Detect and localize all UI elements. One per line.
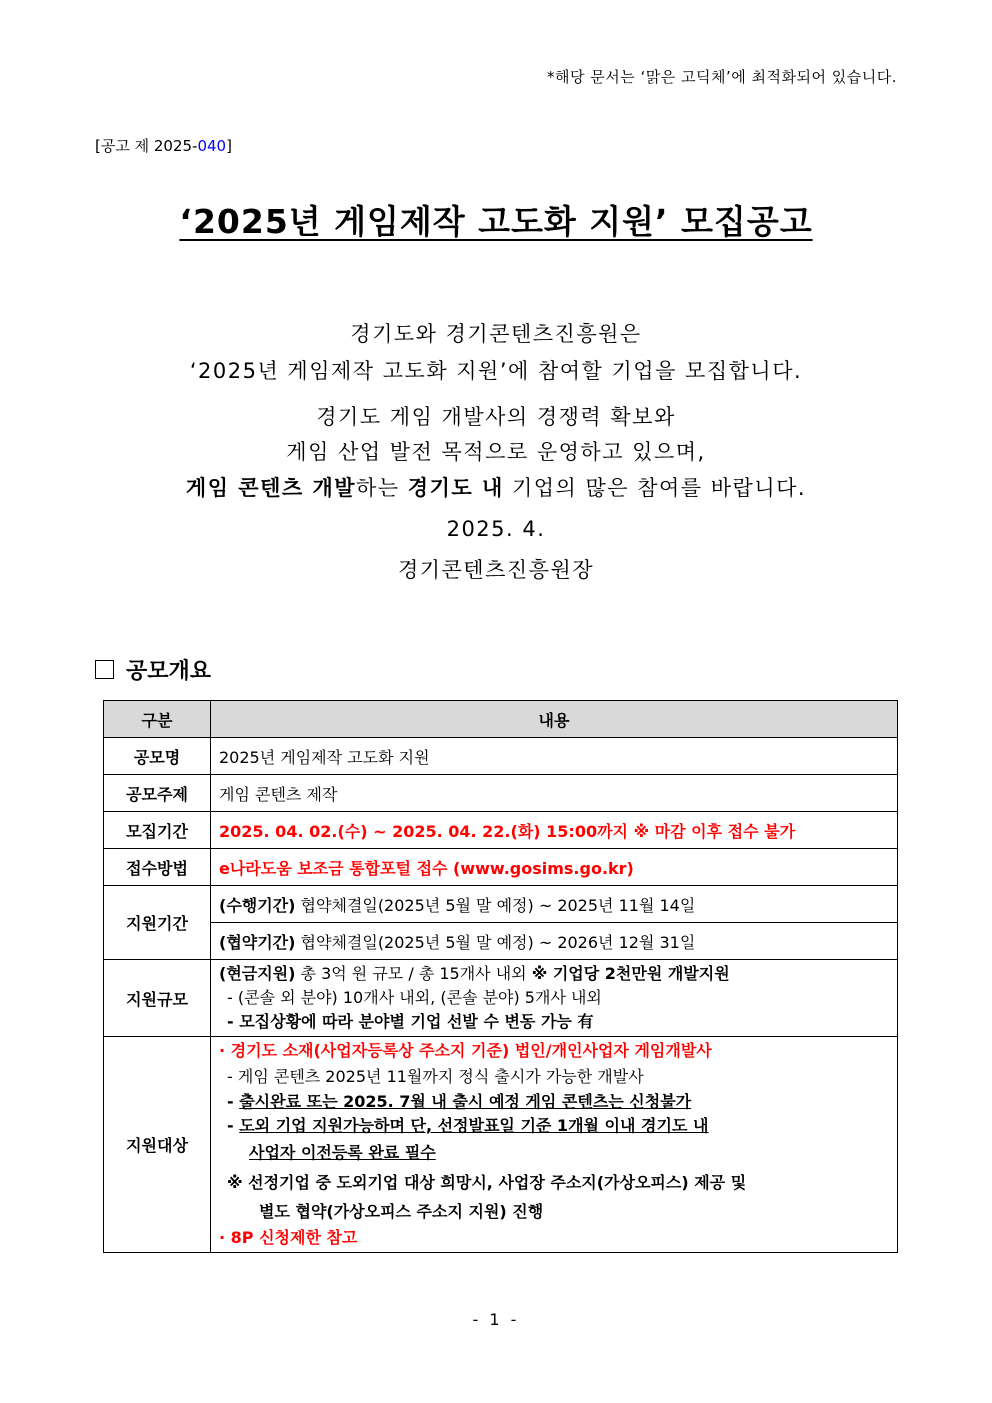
table-row xyxy=(104,775,898,812)
scale-line-3: - 모집상황에 따라 분야별 기업 선발 수 변동 가능 有 xyxy=(227,1012,594,1031)
intro-line-2: ‘2025년 게임제작 고도화 지원’에 참여할 기업을 모집합니다. xyxy=(189,359,803,383)
intro-text-2: 기업의 많은 참여를 바랍니다. xyxy=(503,476,807,500)
row-value: 2025. 04. 02.(수) ~ 2025. 04. 22.(화) 15:00까지 ※ 마감 이후 접수 불가 xyxy=(211,812,898,849)
notice-prefix: [공고 제 2025- xyxy=(95,137,198,155)
table-row xyxy=(104,886,898,923)
header-content: 내용 xyxy=(211,701,898,738)
row-label: 접수방법 xyxy=(104,849,211,886)
table-row xyxy=(104,738,898,775)
row-label: 공모명 xyxy=(104,738,211,775)
row-value: 2025년 게임제작 고도화 지원 xyxy=(211,738,898,775)
font-note: *해당 문서는 ‘맑은 고딕체’에 최적화되어 있습니다. xyxy=(547,68,897,86)
intro-line-5 xyxy=(0,472,992,502)
row-label: 지원대상 xyxy=(104,1037,211,1253)
header-category: 구분 xyxy=(104,701,211,738)
intro-text-1: 하는 xyxy=(356,476,408,500)
intro-bold-gyeonggi: 경기도 내 xyxy=(407,476,504,500)
row-value xyxy=(211,923,898,960)
intro-bold-game-content: 게임 콘텐츠 개발 xyxy=(185,476,357,500)
target-line-7: 별도 협약(가상오피스 주소지 지원) 진행 xyxy=(259,1202,544,1221)
intro-line-1: 경기도와 경기콘텐츠진흥원은 xyxy=(350,322,642,346)
dash: - xyxy=(227,1092,240,1111)
target-mid: 하며 xyxy=(374,1116,411,1135)
target-underlined-2: 도외 기업 지원가능 xyxy=(239,1116,375,1135)
dash: - xyxy=(227,1116,240,1135)
agreement-period-label: (협약기간) xyxy=(219,932,296,952)
target-line-3 xyxy=(219,1090,889,1114)
page-title xyxy=(0,196,992,243)
intro-line-4: 게임 산업 발전 목적으로 운영하고 있으며, xyxy=(286,440,706,464)
issue-date: 2025. 4. xyxy=(446,517,546,541)
section-title: 공모개요 xyxy=(126,659,212,684)
execution-period-label: (수행기간) xyxy=(219,895,296,915)
scale-line-2: - (콘솔 외 분야) 10개사 내외, (콘솔 분야) 5개사 내외 xyxy=(227,988,602,1007)
target-line-5 xyxy=(219,1138,889,1168)
table-header-row xyxy=(104,701,898,738)
page-number: - 1 - xyxy=(472,1310,520,1329)
signer: 경기콘텐츠진흥원장 xyxy=(397,558,595,582)
row-value xyxy=(211,886,898,923)
table-row xyxy=(104,923,898,960)
agreement-period-text: 협약체결일(2025년 5월 말 예정) ~ 2026년 12월 31일 xyxy=(295,932,696,952)
notice-number-value: 040 xyxy=(197,137,227,155)
target-line-8: · 8P 신청제한 참고 xyxy=(219,1228,358,1247)
target-line-2: - 게임 콘텐츠 2025년 11월까지 정식 출시가 가능한 개발사 xyxy=(227,1067,644,1086)
target-line-6: ※ 선정기업 중 도외기업 대상 희망시, 사업장 주소지(가상오피스) 제공 및 xyxy=(227,1173,747,1192)
notice-suffix: ] xyxy=(226,137,232,155)
checkbox-square-icon xyxy=(95,660,114,679)
execution-period-text: 협약체결일(2025년 5월 말 예정) ~ 2025년 11월 14일 xyxy=(295,895,696,915)
target-underlined-1: 출시완료 또는 2025. 7월 내 출시 예정 게임 콘텐츠는 신청불가 xyxy=(239,1092,692,1111)
row-value: 게임 콘텐츠 제작 xyxy=(211,775,898,812)
table-row xyxy=(104,960,898,1037)
row-value xyxy=(211,960,898,1037)
target-underlined-4: 사업자 이전등록 완료 필수 xyxy=(249,1143,436,1162)
scale-line-1 xyxy=(219,962,889,986)
row-label: 공모주제 xyxy=(104,775,211,812)
row-value: e나라도움 보조금 통합포털 접수 (www.gosims.go.kr) xyxy=(211,849,898,886)
target-line-1: · 경기도 소재(사업자등록상 주소지 기준) 법인/개인사업자 게임개발사 xyxy=(219,1041,712,1060)
intro-line-3: 경기도 게임 개발사의 경쟁력 확보와 xyxy=(316,405,676,429)
target-line-4 xyxy=(219,1114,889,1138)
cash-support-note: ※ 기업당 2천만원 개발지원 xyxy=(531,964,730,983)
page-title-text: ‘2025년 게임제작 고도화 지원’ 모집공고 xyxy=(179,202,813,241)
row-label: 지원규모 xyxy=(104,960,211,1037)
target-underlined-3: 단, 선정발표일 기준 1개월 이내 경기도 내 xyxy=(410,1116,709,1135)
row-value xyxy=(211,1037,898,1253)
table-row xyxy=(104,812,898,849)
table-row xyxy=(104,1037,898,1253)
cash-support-label: (현금지원) xyxy=(219,964,296,983)
notice-number xyxy=(95,135,232,156)
section-heading xyxy=(95,654,211,685)
row-label: 모집기간 xyxy=(104,812,211,849)
cash-support-text: 총 3억 원 규모 / 총 15개사 내외 xyxy=(295,964,532,983)
table-row xyxy=(104,849,898,886)
row-label: 지원기간 xyxy=(104,886,211,960)
overview-table xyxy=(103,700,898,1253)
